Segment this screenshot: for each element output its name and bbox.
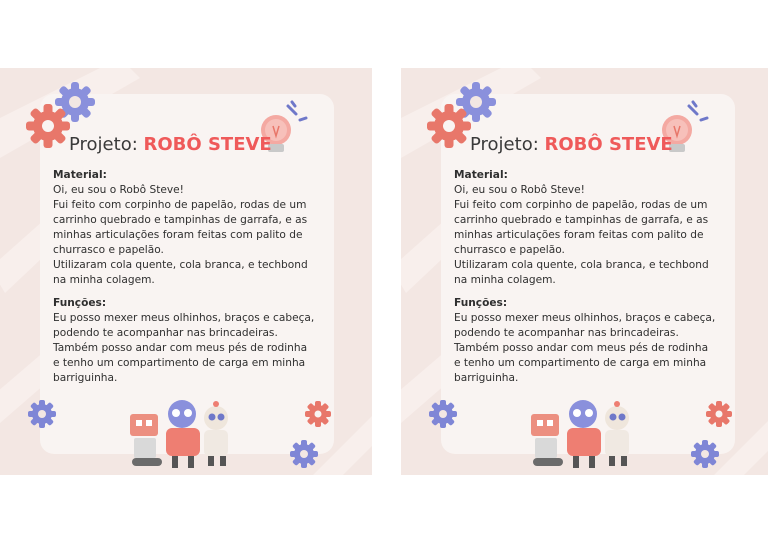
project-description <box>454 168 724 386</box>
material-line: Fui feito com corpinho de papelão, rodas de um <box>53 199 307 211</box>
funcoes-line: Também posso andar com meus pés de rodinha <box>53 342 308 354</box>
funcoes-heading: Funções: <box>53 297 107 309</box>
gear-small-blue-icon <box>429 400 457 428</box>
gear-coral-icon <box>427 104 471 148</box>
robots-illustration <box>130 400 228 468</box>
title-highlight: ROBÔ STEVE <box>544 134 673 155</box>
funcoes-line: Eu posso mexer meus olhinhos, braços e cabeça, <box>53 312 315 324</box>
gear-small-blue-icon <box>28 400 56 428</box>
material-heading: Material: <box>53 169 107 181</box>
gear-small-coral-icon <box>706 401 732 427</box>
material-line: na minha colagem. <box>454 274 556 286</box>
title-prefix: Projeto: <box>470 134 545 155</box>
material-line: Oi, eu sou o Robô Steve! <box>53 184 184 196</box>
material-line: churrasco e papelão. <box>53 244 164 256</box>
funcoes-line: Também posso andar com meus pés de rodinha <box>454 342 709 354</box>
project-card-left <box>0 68 372 475</box>
material-line: minhas articulações foram feitas com palito de <box>454 229 704 241</box>
material-line: na minha colagem. <box>53 274 155 286</box>
project-title <box>69 134 272 155</box>
project-description <box>53 168 323 386</box>
material-line: churrasco e papelão. <box>454 244 565 256</box>
funcoes-line: e tenho um compartimento de carga em minha <box>454 357 707 369</box>
funcoes-line: barriguinha. <box>53 372 118 384</box>
funcoes-line: podendo te acompanhar nas brincadeiras. <box>454 327 679 339</box>
robots-illustration <box>531 400 629 468</box>
material-line: carrinho quebrado e tampinhas de garrafa, e as <box>53 214 308 226</box>
material-heading: Material: <box>454 169 508 181</box>
funcoes-heading: Funções: <box>454 297 508 309</box>
title-prefix: Projeto: <box>69 134 144 155</box>
project-title <box>470 134 673 155</box>
material-line: minhas articulações foram feitas com palito de <box>53 229 303 241</box>
funcoes-line: barriguinha. <box>454 372 519 384</box>
title-highlight: ROBÔ STEVE <box>143 134 272 155</box>
funcoes-line: podendo te acompanhar nas brincadeiras. <box>53 327 278 339</box>
gear-small-coral-icon <box>305 401 331 427</box>
funcoes-line: e tenho um compartimento de carga em minha <box>53 357 306 369</box>
gear-small-blue-2-icon <box>290 440 318 468</box>
gear-small-blue-2-icon <box>691 440 719 468</box>
material-line: Fui feito com corpinho de papelão, rodas de um <box>454 199 708 211</box>
funcoes-line: Eu posso mexer meus olhinhos, braços e cabeça, <box>454 312 716 324</box>
material-line: Utilizaram cola quente, cola branca, e techbond <box>53 259 308 271</box>
material-line: Utilizaram cola quente, cola branca, e techbond <box>454 259 709 271</box>
material-line: Oi, eu sou o Robô Steve! <box>454 184 585 196</box>
project-card-right <box>401 68 768 475</box>
material-line: carrinho quebrado e tampinhas de garrafa, e as <box>454 214 709 226</box>
gear-coral-icon <box>26 104 70 148</box>
